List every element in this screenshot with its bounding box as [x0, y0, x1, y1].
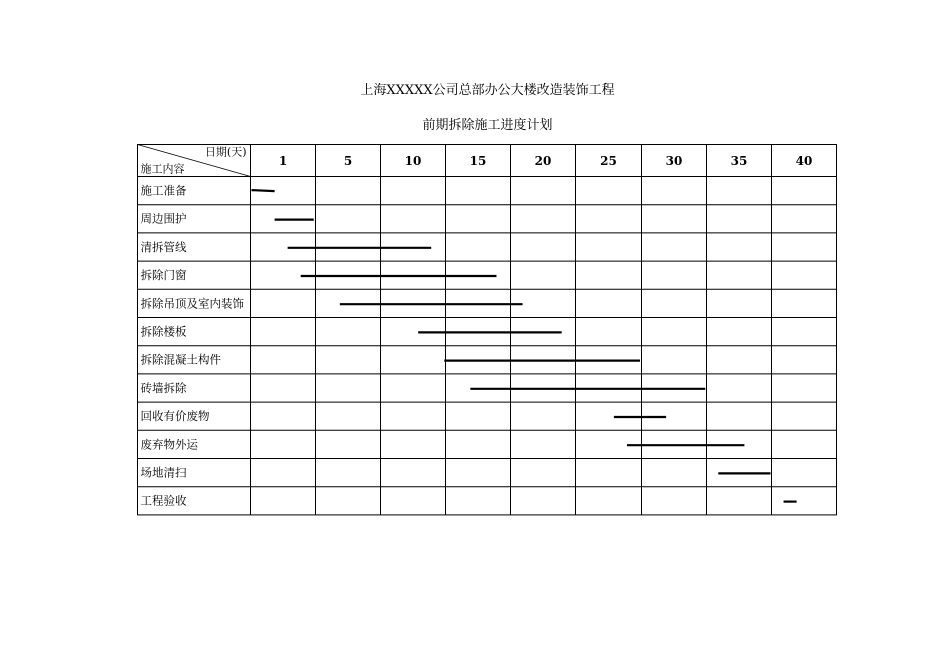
- table-border: [138, 145, 837, 515]
- document-title: 上海XXXXX公司总部办公大楼改造装饰工程: [360, 83, 615, 98]
- task-label: 清拆管线: [140, 239, 187, 254]
- task-bar: [252, 190, 275, 191]
- task-label: 周边围护: [140, 211, 187, 226]
- task-label: 拆除门窗: [140, 268, 187, 283]
- task-label: 回收有价废物: [140, 409, 210, 424]
- day-column-header: 1: [278, 154, 288, 168]
- task-label: 拆除楼板: [140, 324, 187, 339]
- day-column-header: 15: [469, 154, 487, 168]
- header-content-label: 施工内容: [140, 162, 185, 176]
- day-column-header: 40: [795, 154, 813, 168]
- task-label: 工程验收: [140, 493, 187, 508]
- day-column-header: 35: [730, 154, 748, 168]
- task-label: 拆除混凝土构件: [140, 352, 221, 367]
- header-date-label: 日期(天): [204, 145, 247, 159]
- task-label: 拆除吊顶及室内装饰: [140, 296, 244, 311]
- day-column-header: 20: [534, 154, 552, 168]
- day-column-header: 25: [600, 154, 617, 168]
- task-label: 场地清扫: [140, 465, 187, 480]
- task-label: 废弃物外运: [140, 437, 198, 452]
- day-column-header: 5: [343, 154, 353, 168]
- task-label: 施工准备: [140, 183, 187, 198]
- document-subtitle: 前期拆除施工进度计划: [422, 118, 553, 133]
- task-label: 砖墙拆除: [140, 380, 187, 395]
- day-column-header: 30: [665, 154, 683, 168]
- day-column-header: 10: [404, 154, 422, 168]
